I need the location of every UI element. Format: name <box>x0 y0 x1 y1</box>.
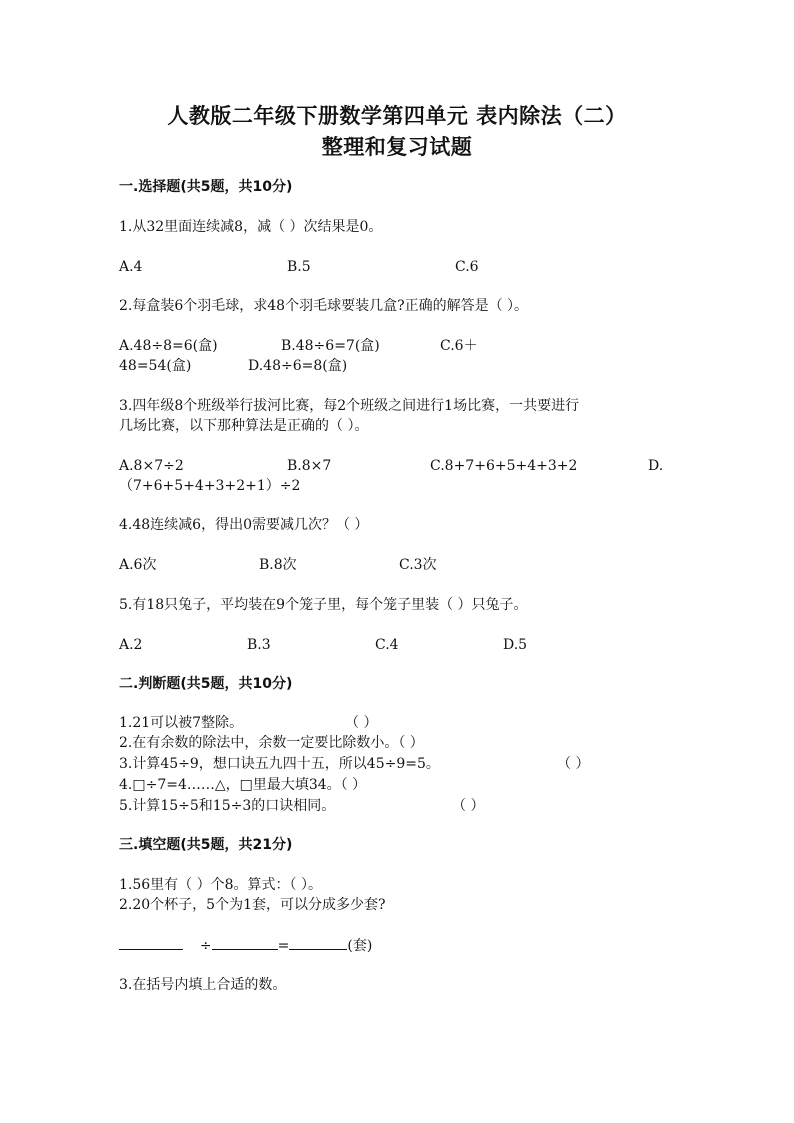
judge-q3-answer-paren: （ ） <box>557 756 590 772</box>
judge-q1-text: 1.21可以被7整除。 <box>119 715 244 731</box>
section-heading-choice: 一.选择题(共5题，共10分) <box>119 179 293 195</box>
choice-q3-text-line2: 几场比赛，以下那种算法是正确的（ ）。 <box>119 418 369 434</box>
choice-q4-option-b: B.8次 <box>259 557 297 573</box>
page-title: 人教版二年级下册数学第四单元 表内除法（二） <box>167 104 627 128</box>
choice-q3-option-c: C.8+7+6+5+4+3+2 <box>430 458 578 474</box>
choice-q3-option-d: D. <box>648 458 664 474</box>
choice-q2-option-c-cont: 48=54(盒) <box>119 358 192 374</box>
judge-q5-answer-paren: （ ） <box>452 798 485 814</box>
section-heading-fill: 三.填空题(共5题，共21分) <box>119 837 293 853</box>
judge-q1-answer-paren: （ ） <box>345 715 378 731</box>
choice-q2-option-a: A.48÷8=6(盒) <box>119 338 218 354</box>
section-heading-judge: 二.判断题(共5题，共10分) <box>119 676 293 692</box>
choice-q5-option-a: A.2 <box>119 637 143 653</box>
choice-q2-option-c: C.6＋ <box>440 338 478 354</box>
choice-q1-option-a: A.4 <box>119 259 143 275</box>
judge-q4-text: 4.□÷7=4……△，□里最大填34。（ ） <box>119 777 367 793</box>
choice-q5-option-d: D.5 <box>503 637 528 653</box>
fill-q2-equation <box>119 935 372 955</box>
choice-q3-option-b: B.8×7 <box>287 458 332 474</box>
choice-q3-option-a: A.8×7÷2 <box>119 458 184 474</box>
choice-q4-text: 4.48连续减6，得出0需要减几次？（ ） <box>119 517 369 533</box>
judge-q3-text: 3.计算45÷9，想口诀五九四十五，所以45÷9=5。 <box>119 756 440 772</box>
choice-q3-option-d-cont: （7+6+5+4+3+2+1）÷2 <box>119 478 301 494</box>
fill-q2-text: 2.20个杯子，5个为1套，可以分成多少套? <box>119 897 386 913</box>
choice-q1-text: 1.从32里面连续减8，减（ ）次结果是0。 <box>119 219 383 235</box>
judge-q2-text: 2.在有余数的除法中，余数一定要比除数小。（ ） <box>119 735 424 751</box>
choice-q3-text-line1: 3.四年级8个班级举行拔河比赛，每2个班级之间进行1场比赛，一共要进行 <box>119 398 580 414</box>
choice-q5-text: 5.有18只兔子，平均装在9个笼子里，每个笼子里装（ ）只兔子。 <box>119 597 528 613</box>
choice-q2-option-b: B.48÷6=7(盒) <box>281 338 380 354</box>
judge-q5-text: 5.计算15÷5和15÷3的口诀相同。 <box>119 798 336 814</box>
fill-q2-equals-sign: = <box>277 938 290 954</box>
fill-q2-divide-sign: ÷ <box>199 938 212 954</box>
page-subtitle: 整理和复习试题 <box>321 135 473 159</box>
choice-q5-option-b: B.3 <box>247 637 271 653</box>
choice-q4-option-a: A.6次 <box>119 557 157 573</box>
choice-q2-text: 2.每盒装6个羽毛球，求48个羽毛球要装几盒?正确的解答是（ ）。 <box>119 298 529 314</box>
choice-q5-option-c: C.4 <box>375 637 399 653</box>
fill-q2-blank-1[interactable] <box>119 935 183 950</box>
fill-q1-text: 1.56里有（ ）个8。算式：（ ）。 <box>119 877 322 893</box>
fill-q2-blank-3[interactable] <box>289 935 347 950</box>
choice-q2-option-d: D.48÷6=8(盒) <box>248 358 348 374</box>
choice-q1-option-c: C.6 <box>455 259 479 275</box>
choice-q1-option-b: B.5 <box>287 259 311 275</box>
fill-q3-text: 3.在括号内填上合适的数。 <box>119 977 287 993</box>
fill-q2-unit: (套) <box>347 938 373 954</box>
choice-q4-option-c: C.3次 <box>399 557 437 573</box>
fill-q2-blank-2[interactable] <box>212 935 278 950</box>
